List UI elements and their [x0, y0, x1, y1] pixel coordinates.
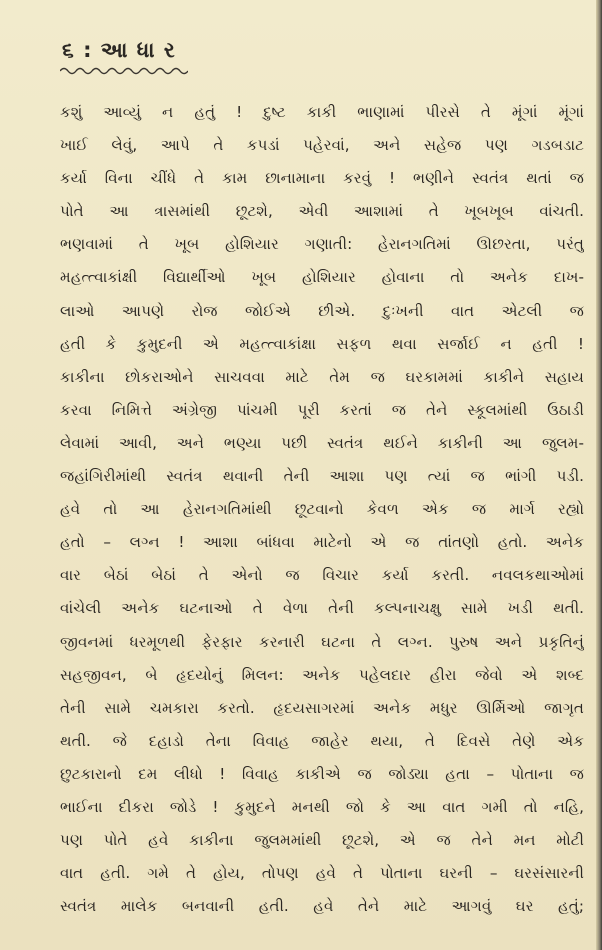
text-line: કરવા નિમિત્તે અંગ્રેજી પાંચમી પૂરી કરતાં જ તેને સ્કૂલમાંથી ઉઠાડી: [60, 400, 584, 419]
text-line: તેની સામે ચમકારા કરતો. હૃદયસાગરમાં અનેક મધુર ઊર્મિઓ જાગૃત: [60, 698, 584, 717]
text-line: જહાંગિરીમાંથી સ્વતંત્ર થવાની તેની આશા પણ ત્યાં જ ભાંગી પડી.: [60, 467, 584, 486]
text-line: કશું આવ્યું ન હતું ! દુષ્ટ કાકી ભાણામાં પીરસે તે મૂંગાં મૂંગાં: [60, 103, 584, 121]
page-edge-shadow: [596, 0, 602, 950]
text-line: હવે તો આ હેરાનગતિમાંથી છૂટવાનો કેવળ એક જ માર્ગ રહ્યો: [60, 500, 584, 519]
text-line: મહત્ત્વાકાંક્ષી વિદ્યાર્થીઓ ખૂબ હોશિયાર હોવાના તો અનેક દાખ-: [60, 268, 584, 287]
text-line: ભાઈના દીકરા જોડે ! કુમુદને મનથી જો કે આ વાત ગમી તો નહિ,: [60, 797, 584, 816]
text-line: હતો – લગ્ન ! આશા બાંધવા માટેનો એ જ તાંતણો હતો. અનેક: [60, 533, 584, 552]
text-line: પણ પોતે હવે કાકીના જુલમમાંથી છૂટશે, એ જ તેને મન મોટી: [60, 831, 584, 850]
text-line: વાર બેઠાં બેઠાં તે એનો જ વિચાર કર્યા કરતી. નવલકથાઓમાં: [60, 566, 584, 585]
text-line: વાત હતી. ગમે તે હોય, તોપણ હવે તે પોતાના ઘરની – ઘરસંસારની: [60, 864, 584, 883]
text-line: સ્વતંત્ર માલેક બનવાની હતી. હવે તેને માટે આગવું ઘર હતું;: [60, 897, 584, 916]
text-line: લેવામાં આવી, અને ભણ્યા પછી સ્વતંત્ર થઈને કાકીની આ જુલમ-: [60, 433, 584, 452]
page-heading: ૬ : આ ધા ર: [62, 38, 176, 62]
text-line: કર્યા વિના ચીંધે તે કામ છાનામાના કરવું ! ભણીને સ્વતંત્ર થતાં જ: [60, 169, 584, 188]
text-line: કાકીના છોકરાઓને સાચવવા માટે તેમ જ ઘરકામમાં કાકીને સહાય: [60, 367, 584, 386]
text-line: પોતે આ ત્રાસમાંથી છૂટશે, એવી આશામાં તે ખૂબખૂબ વાંચતી.: [60, 202, 584, 221]
ornament-underline: [60, 66, 188, 76]
text-line: સહજીવન, બે હૃદયોનું મિલન: અનેક પહેલદાર હીરા જેવો એ શબ્દ: [60, 665, 584, 684]
text-line: છુટકારાનો દમ લીધો ! વિવાહ કાકીએ જ જોડ્યા હતા – પોતાના જ: [60, 764, 584, 783]
text-line: ખાઈ લેવું, આપે તે કપડાં પહેરવાં, અને સહેજ પણ ગડબડાટ: [60, 136, 584, 155]
text-line: લાઓ આપણે રોજ જોઈએ છીએ. દુઃખની વાત એટલી જ: [60, 301, 584, 320]
text-line: વાંચેલી અનેક ઘટનાઓ તે વેળા તેની કલ્પનાચક્ષુ સામે ખડી થતી.: [60, 599, 584, 618]
text-line: જીવનમાં ધરમૂળથી ફેરફાર કરનારી ઘટના તે લગ્ન. પુરુષ અને પ્રકૃતિનું: [60, 632, 584, 651]
text-line: થતી. જે દહાડો તેના વિવાહ જાહેર થયા, તે દિવસે તેણે એક: [60, 731, 584, 750]
text-line: હતી કે કુમુદની એ મહત્ત્વાકાંક્ષા સફળ થવા સર્જાઈ ન હતી !: [60, 334, 584, 353]
text-line: ભણવામાં તે ખૂબ હોશિયાર ગણાતી: હેરાનગતિમાં ઊછરતા, પરંતુ: [60, 235, 584, 254]
body-text: [60, 96, 584, 923]
